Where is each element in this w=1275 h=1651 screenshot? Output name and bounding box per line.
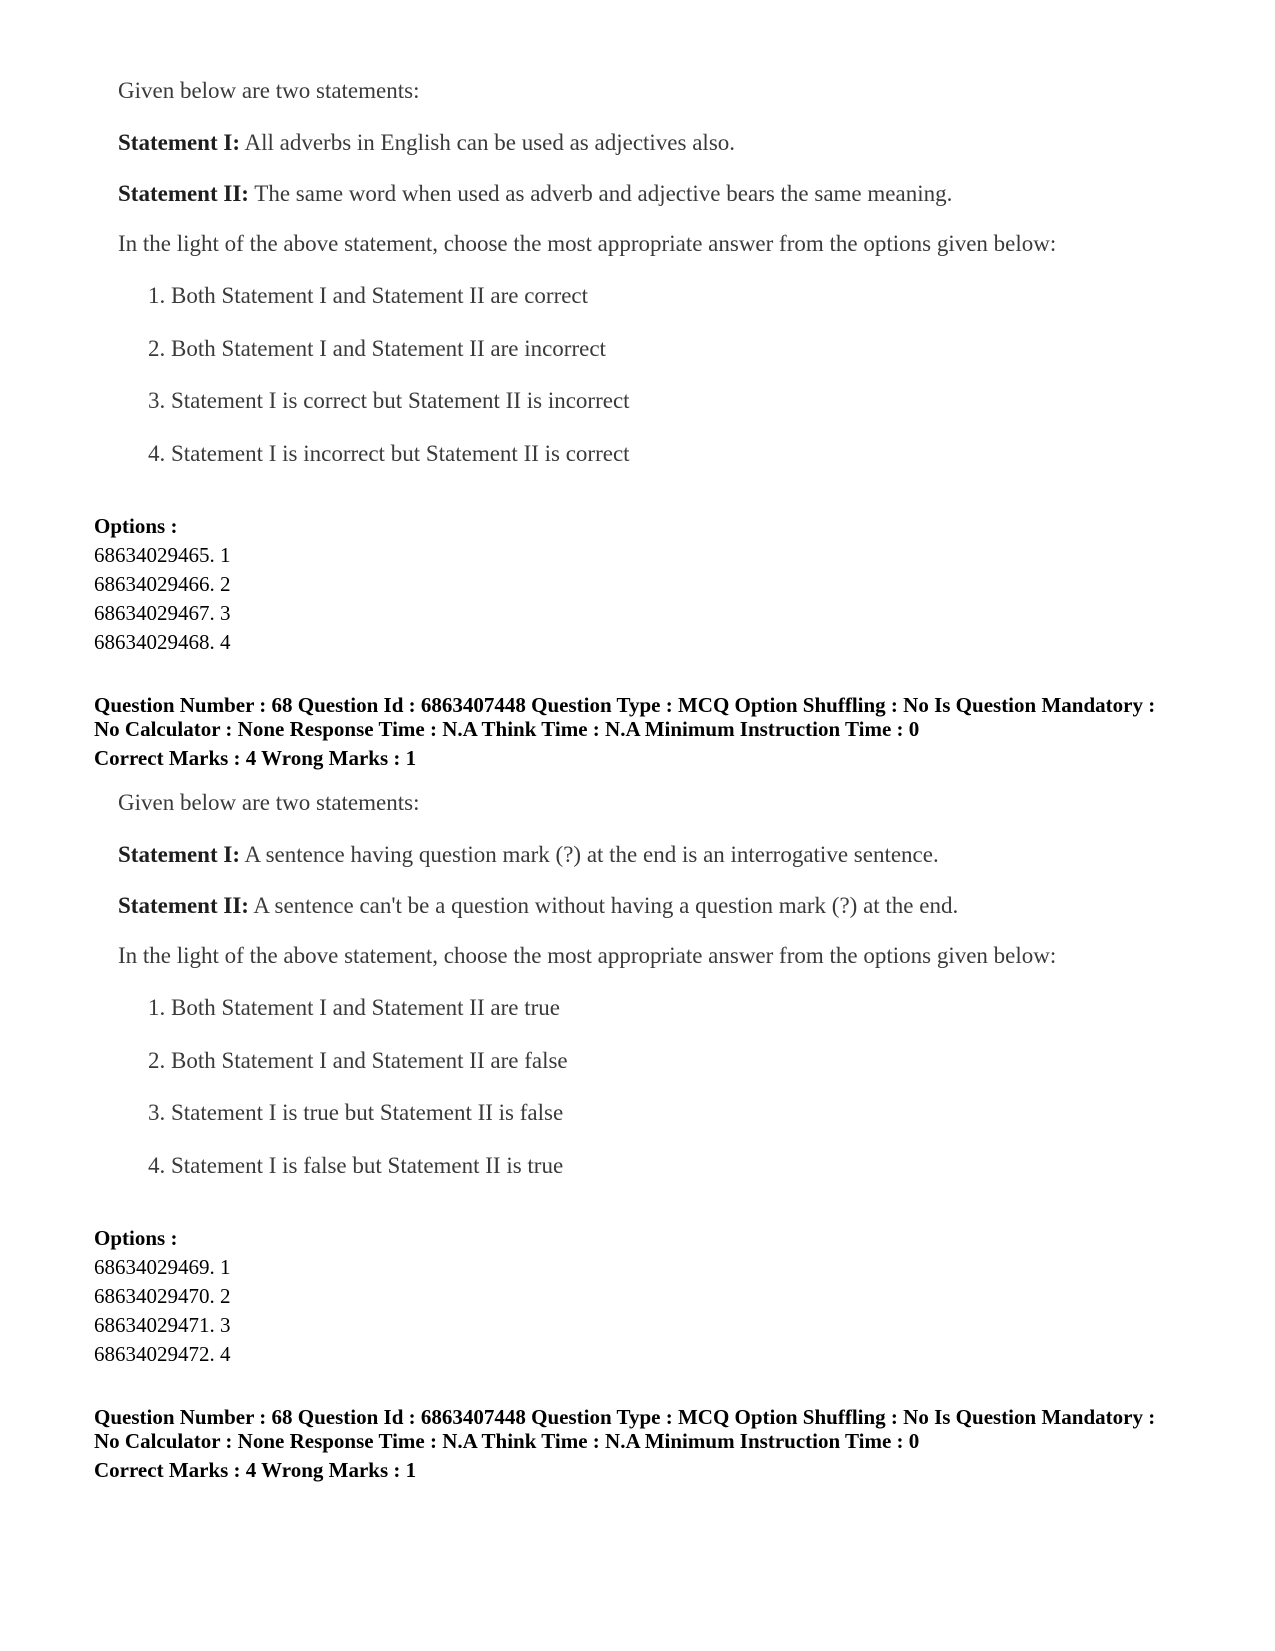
- question-a-statement-2: [118, 181, 952, 207]
- question-b-choice-2: 2. Both Statement I and Statement II are false: [148, 1048, 568, 1073]
- question-a-options: [94, 512, 231, 657]
- statement-1-label: Statement I:: [118, 130, 240, 155]
- question-a-choice-4: 4. Statement I is incorrect but Statement II is correct: [148, 441, 630, 466]
- question-b-statement-2: [118, 893, 958, 919]
- statement-2-text: The same word when used as adverb and adjective bears the same meaning.: [248, 181, 953, 206]
- meta-line-1: Question Number : 68 Question Id : 6863407448 Question Type : MCQ Option Shuffling : No Is Question Mandatory :: [94, 693, 1156, 717]
- question-a-choice-1: 1. Both Statement I and Statement II are correct: [148, 283, 589, 308]
- question-a-instruction: In the light of the above statement, choose the most appropriate answer from the options given below:: [118, 231, 1057, 256]
- option-item: 68634029470. 2: [94, 1284, 231, 1308]
- question-meta-1: [94, 693, 1214, 770]
- option-item: 68634029471. 3: [94, 1313, 231, 1337]
- statement-1-label: Statement I:: [118, 842, 240, 867]
- meta-line-1: Question Number : 68 Question Id : 6863407448 Question Type : MCQ Option Shuffling : No Is Question Mandatory :: [94, 1405, 1156, 1429]
- statement-1-text: A sentence having question mark (?) at the end is an interrogative sentence.: [240, 842, 939, 867]
- marks-line: Correct Marks : 4 Wrong Marks : 1: [94, 746, 417, 770]
- option-item: 68634029472. 4: [94, 1342, 231, 1366]
- question-a-statement-1: [118, 130, 735, 156]
- options-heading: Options :: [94, 1226, 178, 1250]
- statement-2-label: Statement II:: [118, 893, 249, 918]
- question-b-choice-1: 1. Both Statement I and Statement II are true: [148, 995, 560, 1020]
- question-a-choice-3: 3. Statement I is correct but Statement II is incorrect: [148, 388, 630, 413]
- option-item: 68634029466. 2: [94, 572, 231, 596]
- question-meta-2: [94, 1405, 1214, 1482]
- option-item: 68634029465. 1: [94, 543, 231, 567]
- question-b-options: [94, 1224, 231, 1369]
- question-a-intro: Given below are two statements:: [118, 78, 420, 103]
- question-b-choice-4: 4. Statement I is false but Statement II is true: [148, 1153, 564, 1178]
- meta-line-2: No Calculator : None Response Time : N.A Think Time : N.A Minimum Instruction Time : 0: [94, 717, 920, 741]
- option-item: 68634029467. 3: [94, 601, 231, 625]
- meta-line-2: No Calculator : None Response Time : N.A Think Time : N.A Minimum Instruction Time : 0: [94, 1429, 920, 1453]
- statement-2-text: A sentence can't be a question without having a question mark (?) at the end.: [248, 893, 959, 918]
- options-heading: Options :: [94, 514, 178, 538]
- option-item: 68634029469. 1: [94, 1255, 231, 1279]
- question-b-statement-1: [118, 842, 939, 868]
- statement-2-label: Statement II:: [118, 181, 249, 206]
- question-b-choice-3: 3. Statement I is true but Statement II is false: [148, 1100, 564, 1125]
- marks-line: Correct Marks : 4 Wrong Marks : 1: [94, 1458, 417, 1482]
- question-b-instruction: In the light of the above statement, choose the most appropriate answer from the options given below:: [118, 943, 1057, 968]
- statement-1-text: All adverbs in English can be used as adjectives also.: [240, 130, 736, 155]
- question-a-choice-2: 2. Both Statement I and Statement II are incorrect: [148, 336, 606, 361]
- option-item: 68634029468. 4: [94, 630, 231, 654]
- question-b-intro: Given below are two statements:: [118, 790, 420, 815]
